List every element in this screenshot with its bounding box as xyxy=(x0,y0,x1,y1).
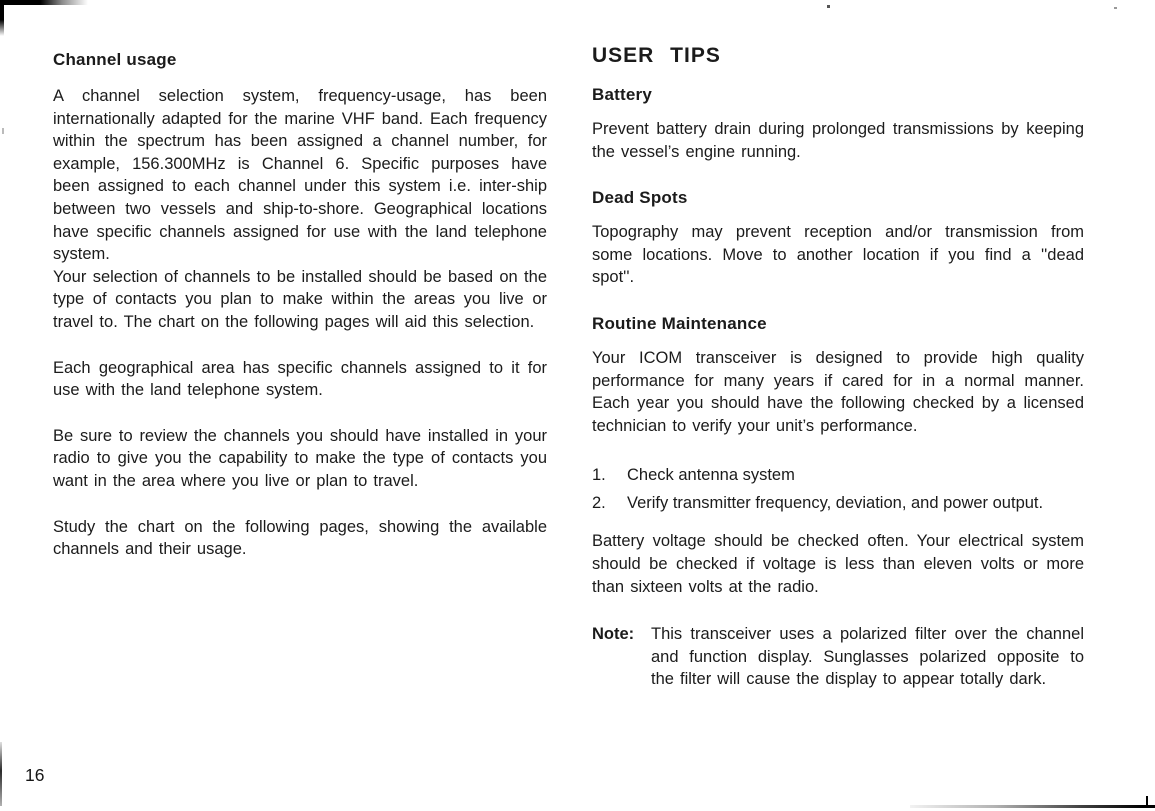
section-body-dead-spots: Topography may prevent reception and/or transmission from some locations. Move to another location if you find a ''dead spot''. xyxy=(592,223,1084,287)
section-title-dead-spots: Dead Spots xyxy=(592,188,688,208)
scan-artifact-bottom-edge xyxy=(910,805,1155,808)
maintenance-checklist xyxy=(592,464,1084,515)
channel-usage-heading: Channel usage xyxy=(53,50,177,69)
user-tips-heading: USER TIPS xyxy=(592,44,721,67)
scan-artifact-top-bar xyxy=(2,0,88,5)
scan-artifact-corner-line xyxy=(0,0,4,36)
right-column xyxy=(592,44,1084,691)
paragraph-study-chart: Study the chart on the following pages, showing the available channels and their usage. xyxy=(53,517,547,559)
list-item xyxy=(592,492,1084,515)
note-text: This transceiver uses a polarized filter over the channel and function display. Sunglasses polarized opposite to the filter will cause the display to appear totally dark. xyxy=(651,625,1084,689)
paragraph-geographical-area: Each geographical area has specific channels assigned to it for use with the land telephone system. xyxy=(53,358,547,400)
scan-artifact-bottom-tick xyxy=(1146,796,1148,807)
paragraph-review-channels: Be sure to review the channels you should have installed in your radio to give you the capability to make the type of contacts you want in the area where you live or plan to travel. xyxy=(53,426,547,490)
paragraph-channel-selection: Your selection of channels to be installed should be based on the type of contacts you plan to make within the areas you live or travel to. The chart on the following pages will aid this selection. xyxy=(53,267,547,331)
note xyxy=(592,623,1084,691)
scan-artifact-left-edge xyxy=(0,742,2,806)
list-item-number: 1. xyxy=(592,466,606,485)
scan-speck xyxy=(1114,7,1117,9)
note-label: Note: xyxy=(592,625,635,644)
list-item-text: Check antenna system xyxy=(627,466,795,485)
section-body-routine-maintenance: Your ICOM transceiver is designed to provide high quality performance for many years if cared for in a normal manner. Each year you should have the following checked by a licensed technician to verify your unit’s performance. xyxy=(592,348,1084,435)
paragraph-battery-voltage: Battery voltage should be checked often. Your electrical system should be checked if voltage is less than eleven volts or more than sixteen volts at the radio. xyxy=(592,532,1084,596)
scan-speck xyxy=(827,5,830,8)
page-number: 16 xyxy=(25,765,45,785)
list-item-number: 2. xyxy=(592,494,606,513)
section-body-battery: Prevent battery drain during prolonged transmissions by keeping the vessel’s engine running. xyxy=(592,120,1084,161)
scan-speck xyxy=(2,128,4,134)
section-title-routine-maintenance: Routine Maintenance xyxy=(592,313,767,333)
list-item xyxy=(592,464,1084,487)
left-column xyxy=(53,50,547,561)
paragraph-channel-system: A channel selection system, frequency-usage, has been internationally adapted for the marine VHF band. Each frequency within the spectrum has been assigned a channel number, for example, 156.300MHz is Channel 6. Specific purposes have been assigned to each channel under this system i.e. inter-ship between two vessels and ship-to-shore. Geographical locations have specific channels assigned for use with the land telephone system. xyxy=(53,87,547,264)
list-item-text: Verify transmitter frequency, deviation, and power output. xyxy=(627,494,1044,513)
section-title-battery: Battery xyxy=(592,85,652,104)
